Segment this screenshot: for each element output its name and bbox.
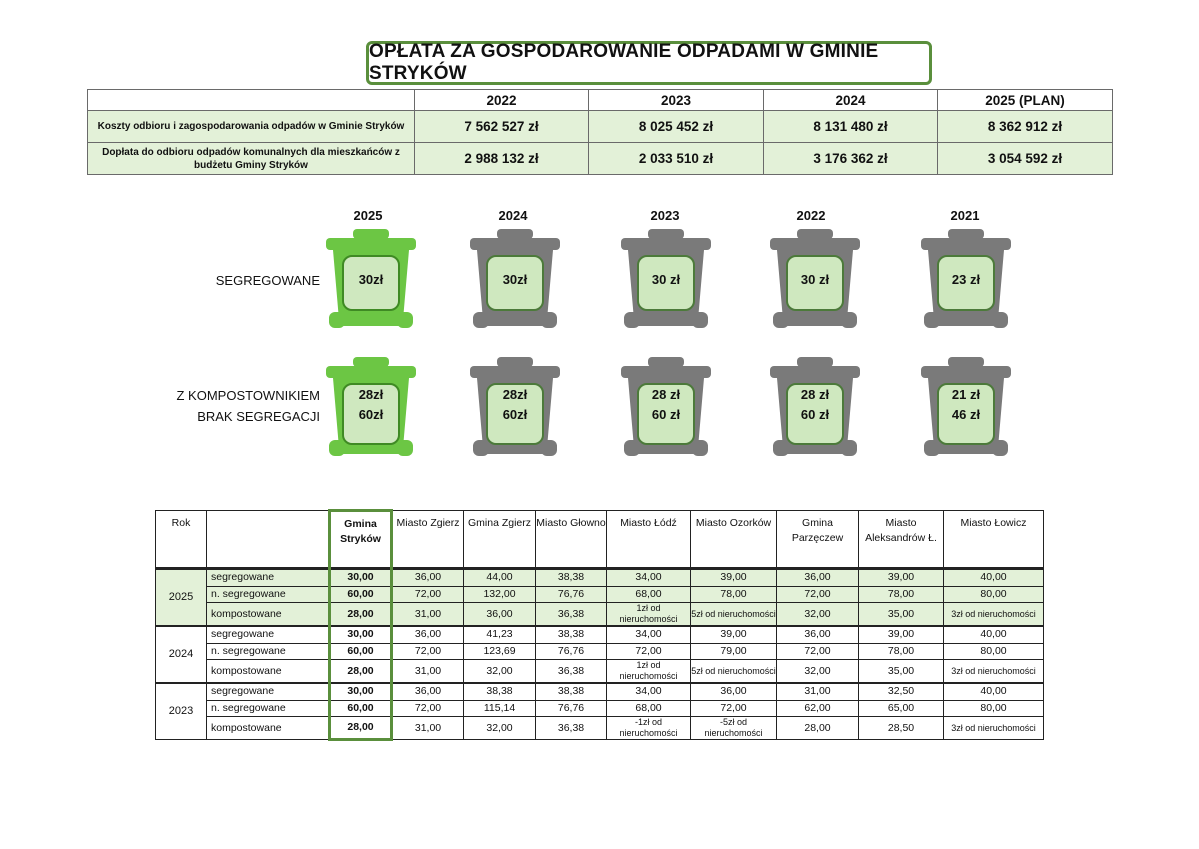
rate-cell: 36,00	[691, 683, 777, 700]
gray-waste-bin-icon	[918, 352, 1014, 462]
cost-value: 3 176 362 zł	[764, 143, 938, 175]
segregated-price: 30zł	[358, 272, 384, 287]
strykow-rate-cell: 30,00	[330, 683, 392, 700]
rate-cell: 78,00	[859, 586, 944, 603]
bin-year-label: 2024	[498, 208, 528, 223]
rate-cell: 41,23	[464, 626, 536, 643]
rate-cell: 38,38	[536, 569, 607, 587]
rate-cell: 31,00	[777, 683, 859, 700]
cost-year-header: 2024	[764, 90, 938, 111]
cost-value: 2 988 132 zł	[415, 143, 589, 175]
gray-waste-bin-icon	[467, 224, 563, 334]
col-header-gmina-strykow: Gmina Stryków	[330, 511, 392, 569]
gray-waste-bin-icon	[767, 224, 863, 334]
table-row	[156, 717, 1044, 740]
rate-cell: 80,00	[944, 700, 1044, 717]
strykow-rate-cell: 28,00	[330, 717, 392, 740]
rate-cell: 44,00	[464, 569, 536, 587]
rate-cell: 72,00	[691, 700, 777, 717]
year-cell: 2023	[156, 683, 207, 740]
cost-value: 2 033 510 zł	[589, 143, 764, 175]
rate-cell: 68,00	[607, 586, 691, 603]
rate-cell: 78,00	[691, 586, 777, 603]
page-title: OPŁATA ZA GOSPODAROWANIE ODPADAMI W GMINIE STRYKÓW	[366, 41, 932, 85]
col-header-gmina-parzeczew: Gmina Parzęczew	[777, 511, 859, 569]
col-header-gmina-zgierz: Gmina Zgierz	[464, 511, 536, 569]
no-segregation-price: 60 zł	[800, 407, 830, 422]
rate-cell: 39,00	[691, 626, 777, 643]
rate-cell: 1zł od nieruchomości	[607, 660, 691, 684]
no-segregation-row-label-text: BRAK SEGREGACJI	[197, 409, 320, 424]
waste-kind-cell: segregowane	[207, 626, 330, 643]
gray-waste-bin-icon	[467, 352, 563, 462]
cost-table-corner	[88, 90, 415, 111]
rate-cell: 72,00	[777, 586, 859, 603]
comparison-table	[155, 509, 1044, 741]
col-header-year: Rok	[156, 511, 207, 569]
col-header-miasto-aleksandrow: Miasto Aleksandrów Ł.	[859, 511, 944, 569]
strykow-rate-cell: 60,00	[330, 586, 392, 603]
segregated-price: 30zł	[502, 272, 528, 287]
no-segregation-price: 46 zł	[951, 407, 981, 422]
table-row	[156, 586, 1044, 603]
table-row	[156, 643, 1044, 660]
rate-cell: 79,00	[691, 643, 777, 660]
rate-cell: 31,00	[392, 660, 464, 684]
rate-cell: 36,38	[536, 660, 607, 684]
col-header-miasto-zgierz: Miasto Zgierz	[392, 511, 464, 569]
rate-cell: 38,38	[536, 626, 607, 643]
cost-table-header-row	[88, 90, 1113, 111]
cost-table	[87, 89, 1113, 175]
rate-cell: 40,00	[944, 683, 1044, 700]
table-row	[156, 660, 1044, 684]
cost-value: 8 131 480 zł	[764, 111, 938, 143]
col-header-miasto-lodz: Miasto Łódź	[607, 511, 691, 569]
cost-year-header: 2022	[415, 90, 589, 111]
gray-waste-bin-icon	[767, 352, 863, 462]
rate-cell: 68,00	[607, 700, 691, 717]
strykow-rate-cell: 30,00	[330, 569, 392, 587]
green-waste-bin-icon	[323, 352, 419, 462]
waste-kind-cell: kompostowane	[207, 603, 330, 627]
rate-cell: 28,50	[859, 717, 944, 740]
compost-price: 28zł	[502, 387, 528, 402]
waste-kind-cell: kompostowane	[207, 660, 330, 684]
strykow-rate-cell: 60,00	[330, 700, 392, 717]
rate-cell: 72,00	[607, 643, 691, 660]
rate-cell: 34,00	[607, 569, 691, 587]
rate-cell: 123,69	[464, 643, 536, 660]
rate-cell: 32,00	[464, 717, 536, 740]
rate-cell: 1zł od nieruchomości	[607, 603, 691, 627]
rate-cell: 5zł od nieruchomości	[691, 660, 777, 684]
rate-cell: 5zł od nieruchomości	[691, 603, 777, 627]
rate-cell: 35,00	[859, 603, 944, 627]
compost-price: 28 zł	[651, 387, 681, 402]
no-segregation-price: 60zł	[502, 407, 528, 422]
rate-cell: 36,00	[392, 626, 464, 643]
rate-cell: 31,00	[392, 603, 464, 627]
col-header-miasto-lowicz: Miasto Łowicz	[944, 511, 1044, 569]
cost-value: 7 562 527 zł	[415, 111, 589, 143]
year-group-2023	[156, 683, 1044, 740]
rate-cell: 34,00	[607, 683, 691, 700]
compost-price: 21 zł	[951, 387, 981, 402]
table-row	[156, 626, 1044, 643]
rate-cell: 80,00	[944, 643, 1044, 660]
col-header-miasto-glowno: Miasto Głowno	[536, 511, 607, 569]
rate-cell: 31,00	[392, 717, 464, 740]
table-row	[156, 683, 1044, 700]
rate-cell: 72,00	[392, 700, 464, 717]
rate-cell: 72,00	[392, 643, 464, 660]
rate-cell: 35,00	[859, 660, 944, 684]
table-row	[156, 569, 1044, 587]
rate-cell: 80,00	[944, 586, 1044, 603]
gray-waste-bin-icon	[618, 352, 714, 462]
rate-cell: 32,00	[777, 660, 859, 684]
year-group-2025	[156, 569, 1044, 627]
bin-year-label: 2021	[950, 208, 980, 223]
rate-cell: -5zł od nieruchomości	[691, 717, 777, 740]
col-header-kind	[207, 511, 330, 569]
rate-cell: 36,00	[464, 603, 536, 627]
cost-table-row	[88, 143, 1113, 175]
year-cell: 2024	[156, 626, 207, 683]
rate-cell: 39,00	[691, 569, 777, 587]
cost-row-label: Koszty odbioru i zagospodarowania odpadów w Gminie Stryków	[88, 111, 415, 143]
rate-cell: 36,38	[536, 603, 607, 627]
strykow-rate-cell: 30,00	[330, 626, 392, 643]
cost-table-row	[88, 111, 1113, 143]
year-cell: 2025	[156, 569, 207, 627]
waste-kind-cell: n. segregowane	[207, 586, 330, 603]
bin-year-label: 2022	[796, 208, 826, 223]
segregated-row-label: SEGREGOWANE	[215, 273, 320, 288]
rate-cell: 3zł od nieruchomości	[944, 717, 1044, 740]
no-segregation-price: 60 zł	[651, 407, 681, 422]
table-row	[156, 603, 1044, 627]
rate-cell: 39,00	[859, 626, 944, 643]
year-group-2024	[156, 626, 1044, 683]
rate-cell: 32,00	[777, 603, 859, 627]
comparison-header-row	[156, 511, 1044, 569]
rate-cell: 36,38	[536, 717, 607, 740]
rate-cell: 115,14	[464, 700, 536, 717]
gray-waste-bin-icon	[618, 224, 714, 334]
rate-cell: 36,00	[392, 569, 464, 587]
rate-cell: 28,00	[777, 717, 859, 740]
rate-cell: 3zł od nieruchomości	[944, 660, 1044, 684]
segregated-price: 23 zł	[951, 272, 981, 287]
waste-kind-cell: n. segregowane	[207, 643, 330, 660]
rate-cell: 38,38	[464, 683, 536, 700]
rate-cell: 76,76	[536, 643, 607, 660]
strykow-rate-cell: 28,00	[330, 660, 392, 684]
rate-cell: 132,00	[464, 586, 536, 603]
rate-cell: 32,50	[859, 683, 944, 700]
strykow-rate-cell: 60,00	[330, 643, 392, 660]
rate-cell: 34,00	[607, 626, 691, 643]
rate-cell: 3zł od nieruchomości	[944, 603, 1044, 627]
strykow-rate-cell: 28,00	[330, 603, 392, 627]
cost-value: 3 054 592 zł	[938, 143, 1113, 175]
cost-row-label: Dopłata do odbioru odpadów komunalnych dla mieszkańców z budżetu Gminy Stryków	[88, 143, 415, 175]
cost-value: 8 362 912 zł	[938, 111, 1113, 143]
rate-cell: -1zł od nieruchomości	[607, 717, 691, 740]
rate-cell: 65,00	[859, 700, 944, 717]
rate-cell: 36,00	[392, 683, 464, 700]
rate-cell: 40,00	[944, 626, 1044, 643]
rate-cell: 36,00	[777, 569, 859, 587]
rate-cell: 38,38	[536, 683, 607, 700]
waste-kind-cell: segregowane	[207, 683, 330, 700]
rate-cell: 39,00	[859, 569, 944, 587]
waste-kind-cell: n. segregowane	[207, 700, 330, 717]
waste-kind-cell: segregowane	[207, 569, 330, 587]
gray-waste-bin-icon	[918, 224, 1014, 334]
compost-row-label: Z KOMPOSTOWNIKIEM	[176, 388, 320, 403]
bin-year-label: 2025	[353, 208, 383, 223]
rate-cell: 72,00	[392, 586, 464, 603]
segregated-price: 30 zł	[800, 272, 830, 287]
cost-value: 8 025 452 zł	[589, 111, 764, 143]
cost-year-header: 2023	[589, 90, 764, 111]
rate-cell: 36,00	[777, 626, 859, 643]
waste-kind-cell: kompostowane	[207, 717, 330, 740]
rate-cell: 76,76	[536, 586, 607, 603]
compost-price: 28zł	[358, 387, 384, 402]
rate-cell: 72,00	[777, 643, 859, 660]
no-segregation-price: 60zł	[358, 407, 384, 422]
rate-cell: 32,00	[464, 660, 536, 684]
table-row	[156, 700, 1044, 717]
bin-year-label: 2023	[650, 208, 680, 223]
rate-cell: 76,76	[536, 700, 607, 717]
col-header-miasto-ozorkow: Miasto Ozorków	[691, 511, 777, 569]
compost-price: 28 zł	[800, 387, 830, 402]
green-waste-bin-icon	[323, 224, 419, 334]
cost-year-header: 2025 (PLAN)	[938, 90, 1113, 111]
segregated-price: 30 zł	[651, 272, 681, 287]
rate-cell: 62,00	[777, 700, 859, 717]
rate-cell: 78,00	[859, 643, 944, 660]
rate-cell: 40,00	[944, 569, 1044, 587]
